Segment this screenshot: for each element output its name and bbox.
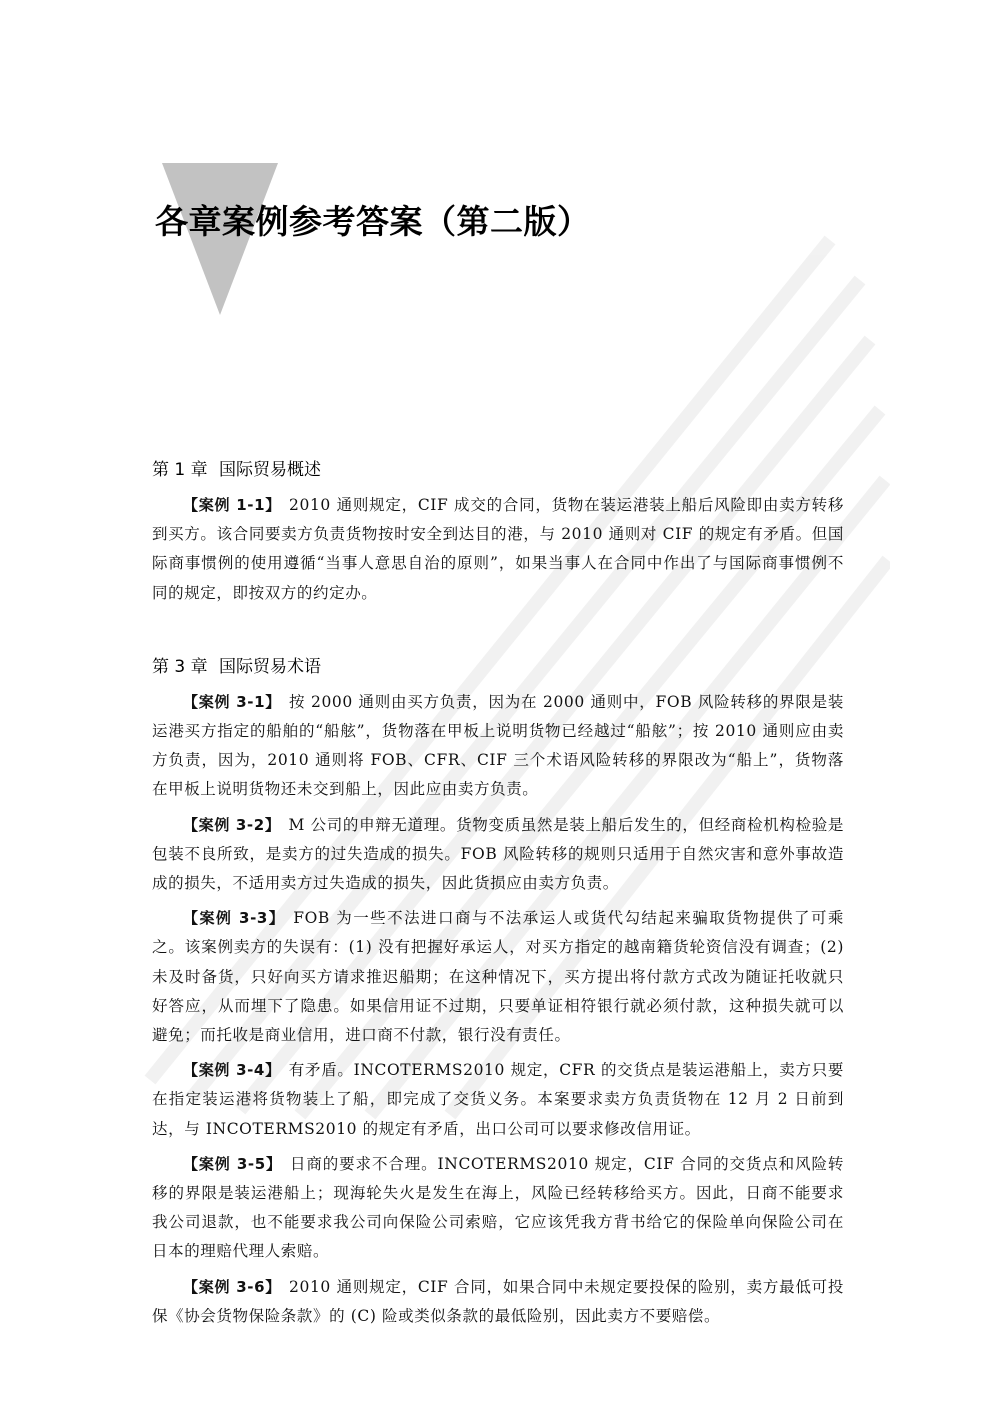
chapter-number: 第 1 章 xyxy=(152,460,208,480)
chapter-title: 国际贸易术语 xyxy=(219,656,322,677)
chapter-title: 国际贸易概述 xyxy=(219,460,322,480)
case-text: 有矛盾。INCOTERMS2010 规定，CFR 的交货点是装运港船上，卖方只要在指定装运港将货物装上了船，即完成了交货义务。本案要求卖方负责货物在 12 月 2 日前到达，与 INCOTERMS2010 的规定有矛盾，出口公司可以要求修改信用证。 xyxy=(152,1061,845,1138)
case-text: 日商的要求不合理。INCOTERMS2010 规定，CIF 合同的交货点和风险转移的界限是装运港船上；现海轮失火是发生在海上，风险已经转移给买方。因此，日商不能要求我公司退款，也不能要求我公司向保险公司索赔，它应该凭我方背书给它的保险单向保险公司在日本的理赔代理人索赔。 xyxy=(152,1154,844,1261)
case-text: M 公司的申辩无道理。货物变质虽然是装上船后发生的，但经商检机构检验是包装不良所致，是卖方的过失造成的损失。FOB 风险转移的规则只适用于自然灾害和意外事故造成的损失，不适用卖方过失造成的损失，因此货损应由卖方负责。 xyxy=(152,815,844,893)
case-label: 【案例 1-1】 xyxy=(183,496,282,514)
chapter-3 xyxy=(152,652,844,1331)
document-body xyxy=(152,455,844,1375)
case-text: 2010 通则规定，CIF 合同，如果合同中未规定要投保的险别，卖方最低可投保《协会货物保险条款》的 (C) 险或类似条款的最低险别，因此卖方不要赔偿。 xyxy=(152,1277,844,1325)
case-label: 【案例 3-5】 xyxy=(183,1154,282,1173)
case-label: 【案例 3-3】 xyxy=(183,909,286,928)
case-paragraph xyxy=(152,688,844,805)
case-paragraph xyxy=(152,1056,844,1144)
case-text: 2010 通则规定，CIF 成交的合同，货物在装运港装上船后风险即由卖方转移到买方。该合同要卖方负责货物按时安全到达目的港，与 2010 通则对 CIF 的规定有矛盾。但国际商事惯例的使用遵循“当事人意思自治的原则”，如果当事人在合同中作出了与国际商事惯例不同的规定，即按双方的约定办。 xyxy=(152,496,844,602)
case-label: 【案例 3-4】 xyxy=(183,1061,281,1080)
case-label: 【案例 3-6】 xyxy=(183,1277,282,1296)
case-paragraph xyxy=(152,811,844,899)
case-label: 【案例 3-2】 xyxy=(183,815,281,834)
case-paragraph xyxy=(152,1273,844,1331)
case-text: 按 2000 通则由买方负责，因为在 2000 通则中，FOB 风险转移的界限是装运港买方指定的船舶的“船舷”，货物落在甲板上说明货物已经越过“船舷”；按 2010 通则应由卖方负责，因为，2010 通则将 FOB、CFR、CIF 三个术语风险转移的界限改为“船上”，货物落在甲板上说明货物还未交到船上，因此应由卖方负责。 xyxy=(152,692,844,799)
case-paragraph xyxy=(152,1150,844,1267)
case-paragraph xyxy=(152,491,844,608)
chapter-1 xyxy=(152,455,844,608)
case-text: FOB 为一些不法进口商与不法承运人或货代勾结起来骗取货物提供了可乘之。该案例卖方的失误有：(1) 没有把握好承运人，对买方指定的越南籍货轮资信没有调查；(2) 未及时备货，只好向买方请求推迟船期；在这种情况下，买方提出将付款方式改为随证托收就只好答应，从而埋下了隐患。如果信用证不过期，只要单证相符银行就必须付款，这种损失就可以避免；而托收是商业信用，进口商不付款，银行没有责任。 xyxy=(152,909,845,1045)
case-paragraph xyxy=(152,904,844,1050)
chapter-heading xyxy=(152,652,844,682)
chapter-number: 第 3 章 xyxy=(152,656,208,677)
case-label: 【案例 3-1】 xyxy=(183,692,282,711)
chapter-heading xyxy=(152,455,844,485)
page-title: 各章案例参考答案（第二版） xyxy=(155,202,591,241)
